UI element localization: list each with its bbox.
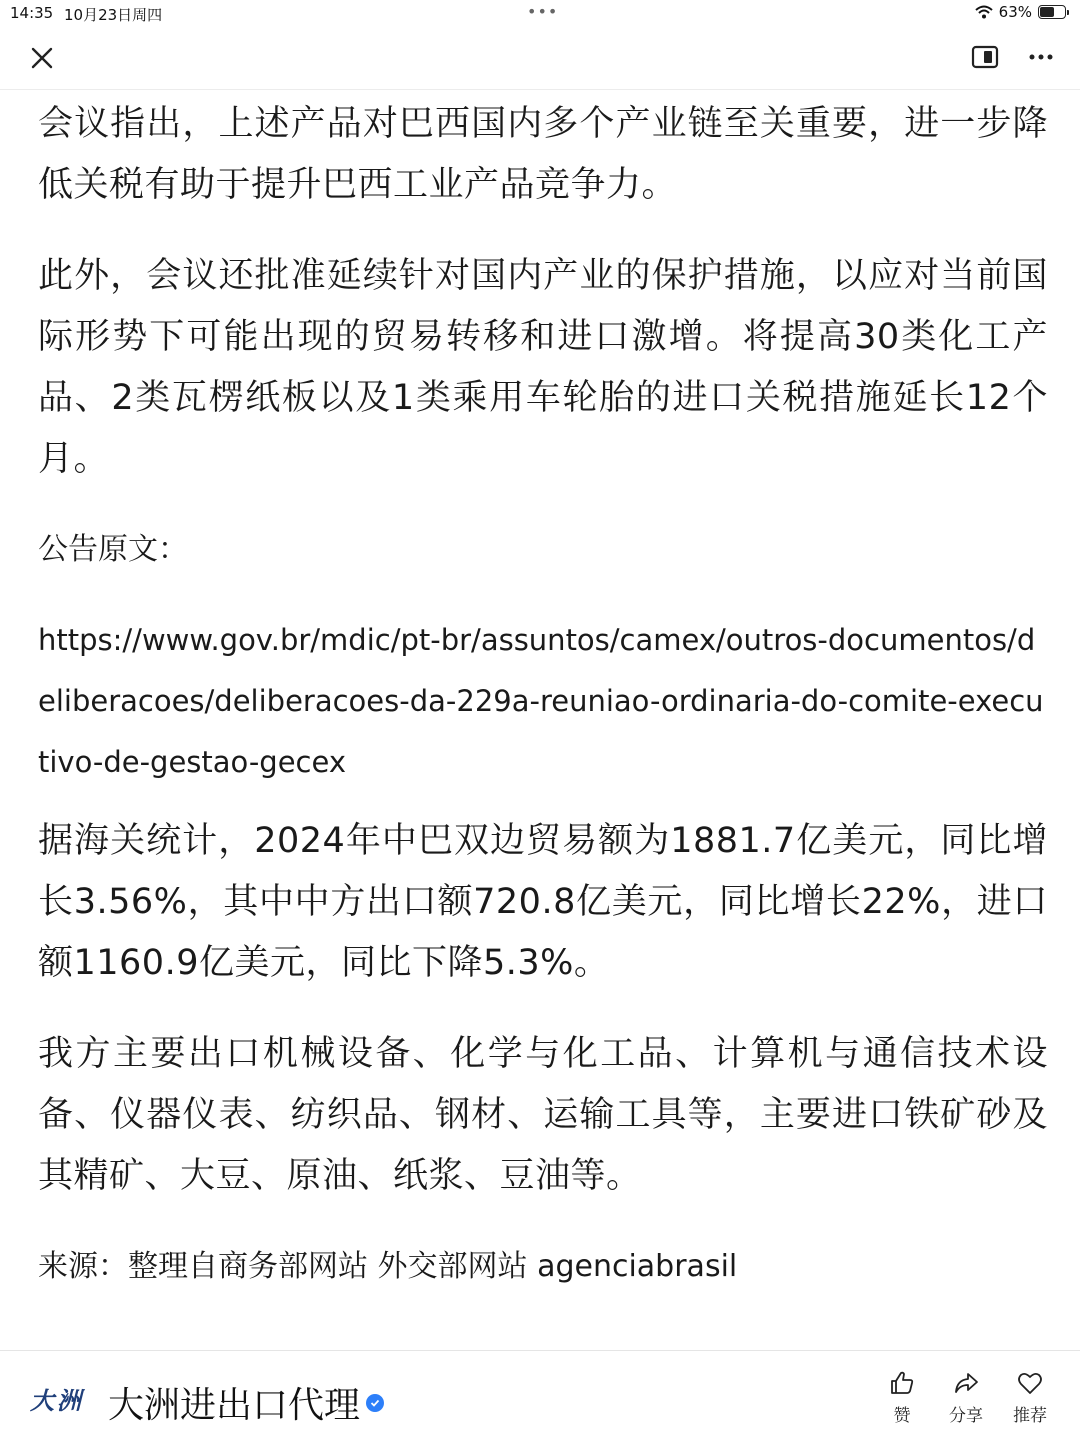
share-button[interactable] [946,1369,986,1426]
nav-bar [0,26,1080,90]
status-indicators [975,3,1066,21]
share-icon [952,1369,980,1397]
account-name-text: 大洲进出口代理 [108,1385,361,1426]
status-date: 10月23日周四 [64,6,163,24]
status-time: 14:35 [10,4,54,22]
heart-icon [1016,1369,1044,1397]
wifi-icon [975,5,993,19]
battery-percent: 63% [998,3,1032,21]
like-button[interactable] [882,1369,922,1426]
recommend-label: 推荐 [1013,1406,1047,1426]
battery-level [1040,7,1054,17]
more-icon[interactable] [1026,42,1056,72]
reader-mode-icon[interactable] [970,42,1000,72]
article-paragraph: 会议指出，上述产品对巴西国内多个产业链至关重要，进一步降低关税有助于提升巴西工业产品竞争力。 [38,104,1048,205]
article-paragraph: 此外，会议还批准延续针对国内产业的保护措施，以应对当前国际形势下可能出现的贸易转移和进口激增。将提高30类化工产品、2类瓦楞纸板以及1类乘用车轮胎的进口关税措施延长12个月。 [38,256,1048,479]
article-body [38,90,1048,1327]
status-bar [0,0,1080,26]
account-name[interactable] [108,1377,384,1428]
article-paragraph: 据海关统计，2024年中巴双边贸易额为1881.7亿美元，同比增长3.56%，其中中方出口额720.8亿美元，同比增长22%，进口额1160.9亿美元，同比下降5.3%。 [38,821,1048,983]
bottom-bar [0,1350,1080,1440]
verified-icon [366,1394,384,1412]
battery-icon [1038,5,1066,19]
nav-actions [970,42,1056,72]
multitask-dots-icon[interactable]: ••• [527,2,559,21]
announcement-link[interactable]: https://www.gov.br/mdic/pt-br/assuntos/camex/outros-documentos/deliberacoes/deliberacoes-da-229a-reuniao-ordinaria-do-comite-executivo-de-gestao-gecex [38,623,1044,779]
source-line: 来源：整理自商务部网站 外交部网站 agenciabrasil [38,1249,738,1284]
article-actions [882,1369,1050,1426]
thumbs-up-icon [888,1369,916,1397]
announcement-label: 公告原文： [38,532,188,567]
like-label: 赞 [893,1406,911,1426]
share-label: 分享 [949,1406,983,1426]
recommend-button[interactable] [1010,1369,1050,1426]
account-logo[interactable]: 大洲 [30,1387,84,1415]
close-icon[interactable] [26,42,58,74]
article-paragraph: 我方主要出口机械设备、化学与化工品、计算机与通信技术设备、仪器仪表、纺织品、钢材、运输工具等，主要进口铁矿砂及其精矿、大豆、原油、纸浆、豆油等。 [38,1034,1048,1196]
